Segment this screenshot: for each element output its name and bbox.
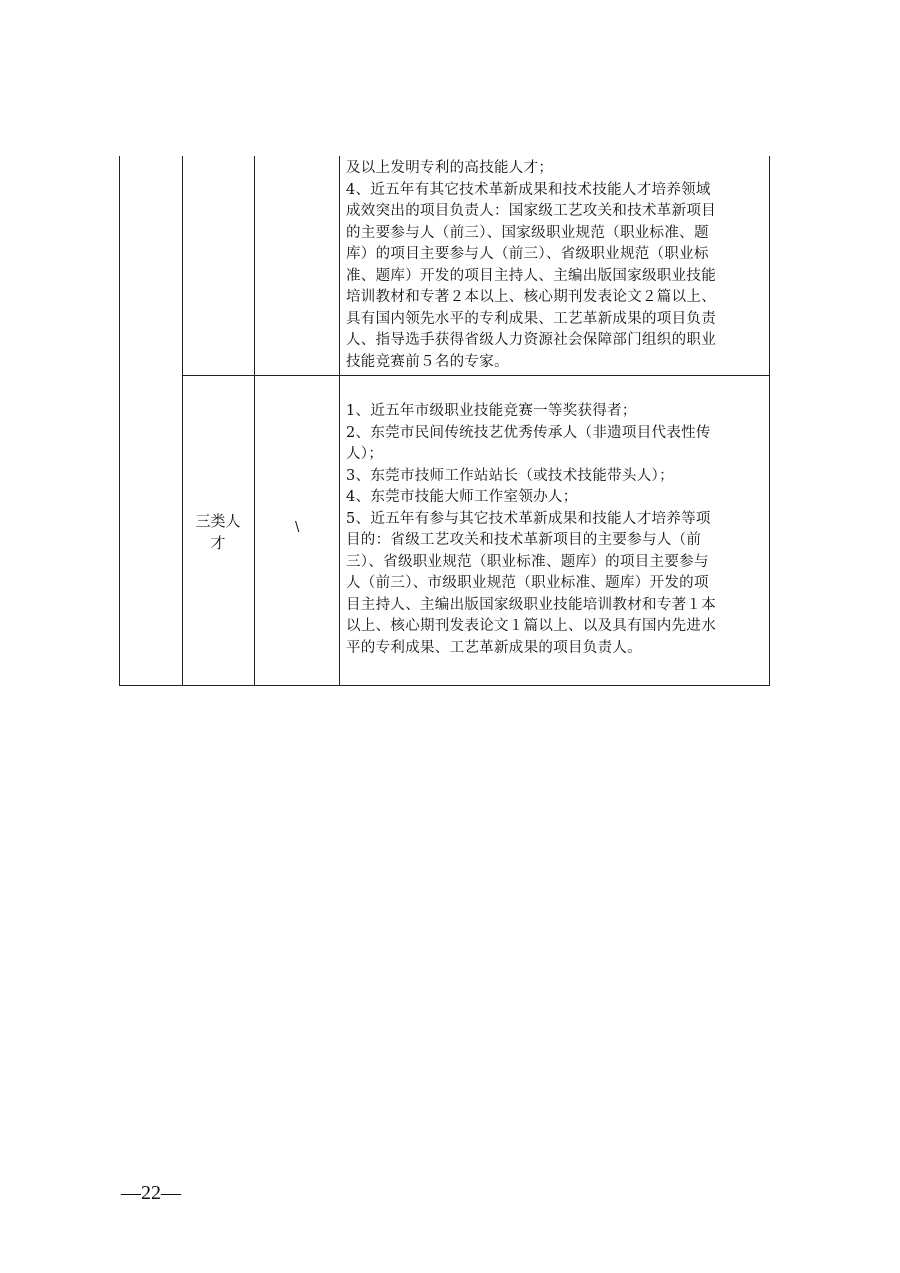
bottom-row-criteria: [346, 401, 716, 659]
criteria-line: 目主持人、主编出版国家级职业技能培训教材和专著１本: [346, 596, 716, 613]
category-label-line1: 三类人: [195, 512, 241, 530]
criteria-line: 及以上发明专利的高技能人才；: [346, 160, 554, 176]
empty-cell-marker: \: [295, 520, 300, 535]
category-label-line2: 才: [210, 534, 226, 552]
criteria-line: 具有国内领先水平的专利成果、工艺革新成果的项目负责: [346, 310, 716, 327]
criteria-line: 3、东莞市技师工作站站长（或技术技能带头人）；: [346, 467, 674, 484]
table-divider-col1: [182, 156, 183, 686]
category-label: [183, 510, 253, 554]
criteria-line: 以上、核心期刊发表论文１篇以上、以及具有国内先进水: [346, 618, 716, 634]
criteria-line: 人（前三）、市级职业规范（职业标准、题库）开发的项: [346, 575, 709, 591]
criteria-line: 1、近五年市级职业技能竞赛一等奖获得者；: [346, 403, 637, 419]
criteria-line: 培训教材和专著２本以上、核心期刊发表论文２篇以上、: [346, 289, 716, 305]
criteria-line: 4、近五年有其它技术革新成果和技术技能人才培养领域: [346, 181, 711, 198]
criteria-line: 的主要参与人（前三）、国家级职业规范（职业标准、题: [346, 224, 709, 241]
criteria-line: 人）；: [346, 446, 384, 462]
table-border-right: [769, 156, 770, 686]
criteria-line: 2、东莞市民间传统技艺优秀传承人（非遗项目代表性传: [346, 424, 711, 441]
criteria-line: 技能竞赛前５名的专家。: [346, 353, 509, 370]
page-number: —22—: [121, 1182, 181, 1204]
criteria-line: 成效突出的项目负责人：国家级工艺攻关和技术革新项目: [346, 203, 716, 219]
criteria-line: 库）的项目主要参与人（前三）、省级职业规范（职业标: [346, 246, 709, 262]
table-border-bottom: [119, 685, 770, 686]
criteria-line: 4、东莞市技能大师工作室领办人；: [346, 489, 578, 505]
criteria-line: 三）、省级职业规范（职业标准、题库）的项目主要参与: [346, 553, 709, 570]
table-row-divider: [182, 375, 770, 376]
criteria-line: 人、指导选手获得省级人力资源社会保障部门组织的职业: [346, 332, 716, 348]
table-divider-col3: [339, 156, 340, 686]
top-row-criteria: [346, 158, 716, 373]
table-border-left: [119, 156, 120, 686]
table-divider-col2: [254, 156, 255, 686]
criteria-line: 准、题库）开发的项目主持人、主编出版国家级职业技能: [346, 267, 716, 284]
criteria-line: 目的：省级工艺攻关和技术革新项目的主要参与人（前: [346, 532, 702, 548]
criteria-line: 5、近五年有参与其它技术革新成果和技能人才培养等项: [346, 510, 711, 527]
criteria-line: 平的专利成果、工艺革新成果的项目负责人。: [346, 639, 642, 656]
